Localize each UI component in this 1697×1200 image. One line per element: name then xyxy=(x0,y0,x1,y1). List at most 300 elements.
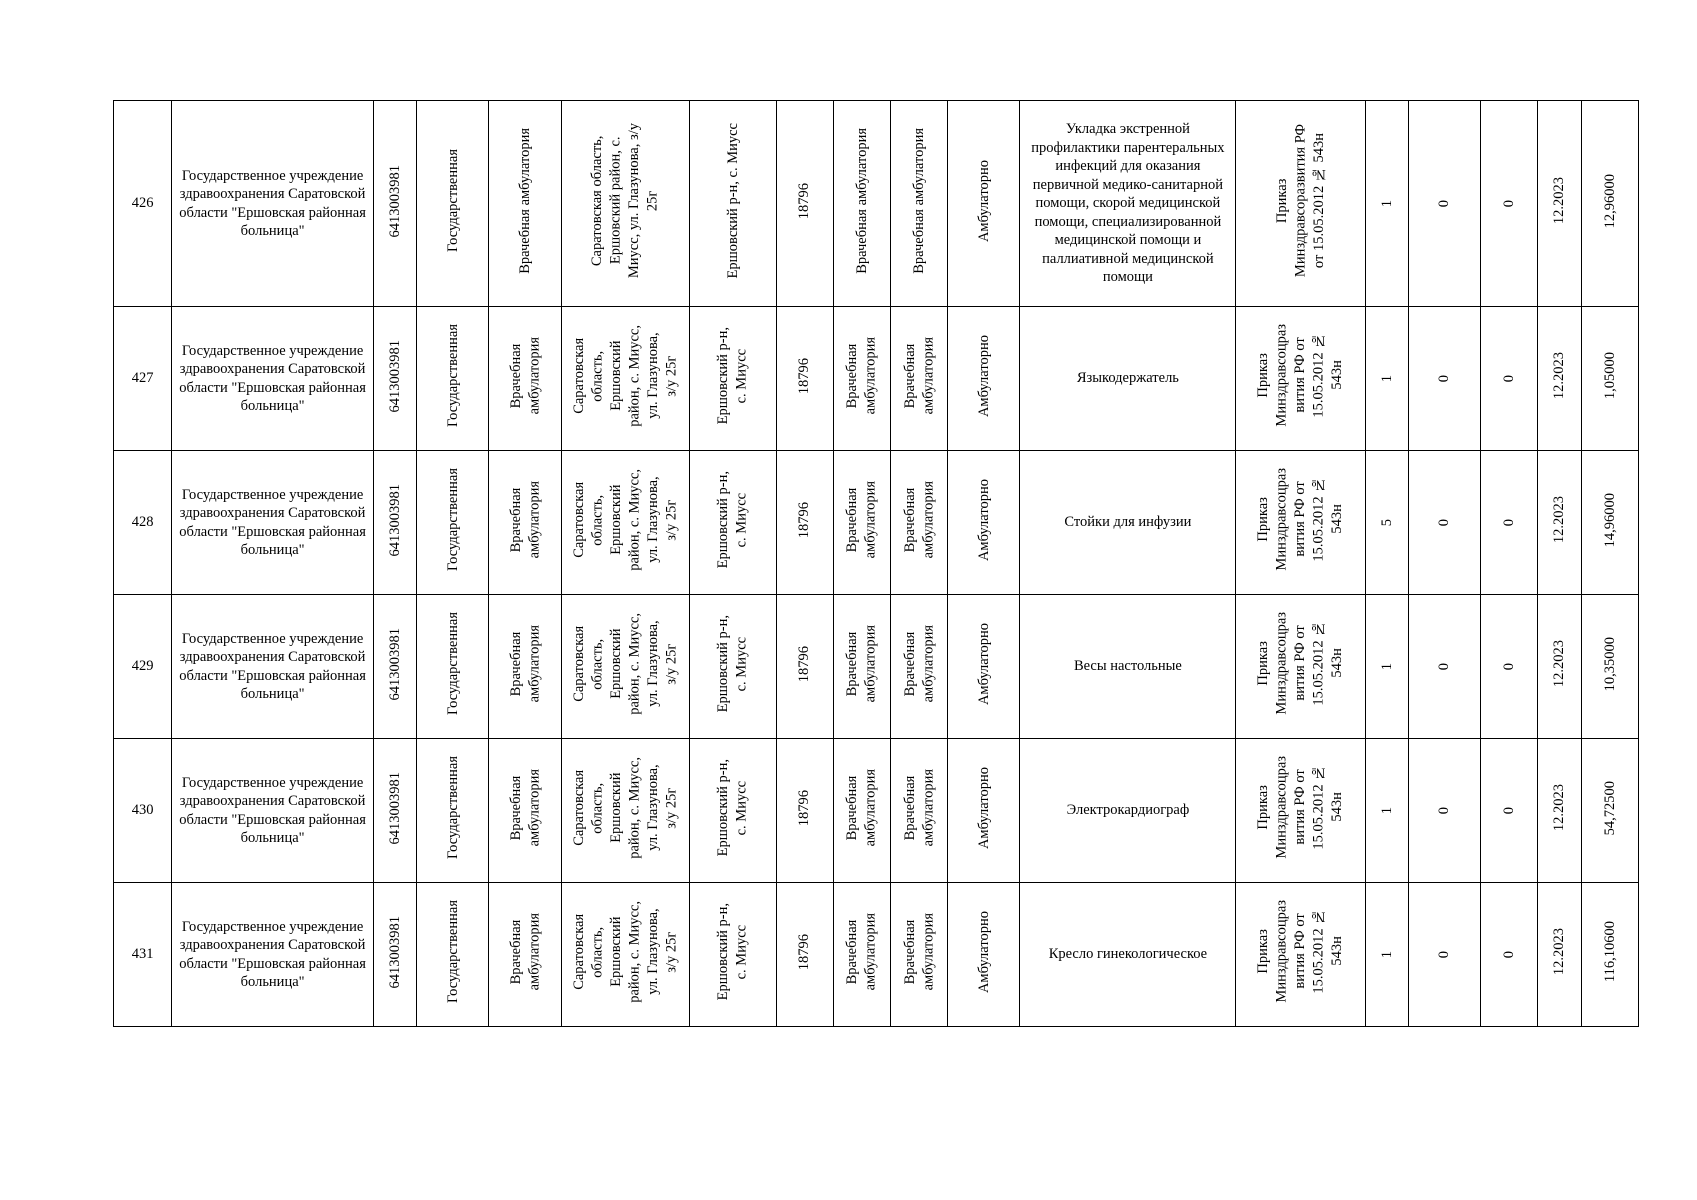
subdivision-name-line: амбулатория xyxy=(526,337,543,415)
equipment-name-cell xyxy=(1020,451,1236,595)
regulation-order-line: 15.05.2012 № xyxy=(1310,477,1327,563)
date-cell xyxy=(1538,101,1581,307)
regulation-order-line: вития РФ от xyxy=(1292,482,1309,558)
regulation-order-cell xyxy=(1236,883,1366,1027)
address-line: область, xyxy=(589,494,606,546)
address-line: Саратовская xyxy=(570,769,587,846)
equipment-name: Стойки для инфузии xyxy=(1064,514,1192,531)
quantity: 5 xyxy=(1378,519,1395,527)
facility-code: 18796 xyxy=(796,182,813,219)
value-column-16-cell xyxy=(1481,739,1538,883)
unit-name xyxy=(843,769,880,846)
subdivision-name-line: амбулатория xyxy=(526,625,543,703)
ownership-type: Государственная xyxy=(444,900,461,1004)
date-cell xyxy=(1538,739,1581,883)
row-number-cell xyxy=(114,307,172,451)
value-column-16: 0 xyxy=(1501,807,1518,815)
facility-code: 18796 xyxy=(796,357,813,394)
quantity-cell xyxy=(1365,451,1408,595)
equipment-name: Электрокардиограф xyxy=(1066,802,1190,819)
inn-code: 6413003981 xyxy=(386,627,403,700)
locality-cell xyxy=(690,101,776,307)
regulation-order-line: Приказ xyxy=(1255,641,1272,686)
unit-name-line: Врачебная xyxy=(844,343,861,409)
value-column-15: 0 xyxy=(1436,375,1453,383)
unit-name-line: Врачебная xyxy=(844,487,861,553)
quantity-cell xyxy=(1365,739,1408,883)
regulation-order-line: 543н xyxy=(1329,505,1346,535)
facility-code-cell xyxy=(776,451,833,595)
locality-line: с. Миусс xyxy=(733,636,750,691)
regulation-order-line: Приказ xyxy=(1255,785,1272,830)
value-column-16-cell xyxy=(1481,451,1538,595)
unit-name xyxy=(843,481,880,558)
locality-line: с. Миусс xyxy=(733,780,750,835)
address-cell xyxy=(561,451,690,595)
table-row xyxy=(114,739,1639,883)
unit-name-secondary-line: амбулатория xyxy=(920,625,937,703)
value-column-16-cell xyxy=(1481,307,1538,451)
care-form-cell xyxy=(948,101,1020,307)
row-number: 430 xyxy=(131,802,154,819)
inn-code: 6413003981 xyxy=(386,915,403,988)
unit-name xyxy=(843,337,880,414)
unit-name-secondary-cell xyxy=(890,739,947,883)
locality-cell xyxy=(690,595,776,739)
equipment-name-cell xyxy=(1020,595,1236,739)
row-number-cell xyxy=(114,739,172,883)
unit-name-line: амбулатория xyxy=(862,481,879,559)
organization-name-cell xyxy=(172,307,374,451)
locality-cell xyxy=(690,739,776,883)
table-body xyxy=(114,101,1639,1027)
address-line: Саратовская xyxy=(570,481,587,558)
equipment-name: Кресло гинекологическое xyxy=(1048,946,1208,963)
regulation-order-line: Минздравсоцраз xyxy=(1273,324,1290,428)
regulation-order-cell xyxy=(1236,101,1366,307)
regulation-order xyxy=(1254,900,1347,1003)
value-column-16-cell xyxy=(1481,595,1538,739)
locality-line: Ершовский р-н, xyxy=(715,759,732,857)
amount-cell xyxy=(1581,739,1638,883)
facility-code-cell xyxy=(776,595,833,739)
date: 12.2023 xyxy=(1551,496,1568,544)
regulation-order-line: 543н xyxy=(1329,649,1346,679)
regulation-order-line: 15.05.2012 № xyxy=(1310,909,1327,995)
address-line: район, с. Миусс, xyxy=(626,468,643,571)
address-cell xyxy=(561,595,690,739)
organization-name-cell xyxy=(172,739,374,883)
table-row xyxy=(114,307,1639,451)
quantity-cell xyxy=(1365,883,1408,1027)
address-line: район, с. Миусс, xyxy=(626,900,643,1003)
unit-name-cell xyxy=(833,739,890,883)
equipment-name: Языкодержатель xyxy=(1076,370,1179,387)
subdivision-name-cell xyxy=(489,595,561,739)
value-column-15: 0 xyxy=(1436,663,1453,671)
value-column-16: 0 xyxy=(1501,951,1518,959)
locality xyxy=(714,471,751,568)
address-line: Ершовский xyxy=(607,340,624,411)
ownership-type: Государственная xyxy=(444,149,461,253)
locality-line: Ершовский р-н, xyxy=(715,903,732,1001)
date-cell xyxy=(1538,883,1581,1027)
unit-name-line: амбулатория xyxy=(862,769,879,847)
locality-line: Ершовский р-н, с. Миусс xyxy=(724,123,741,279)
inn-code-cell xyxy=(374,883,417,1027)
row-number: 429 xyxy=(131,658,154,675)
ownership-type-cell xyxy=(417,307,489,451)
row-number: 426 xyxy=(131,195,154,212)
subdivision-name-cell xyxy=(489,883,561,1027)
value-column-15-cell xyxy=(1408,307,1480,451)
unit-name-secondary-line: Врачебная xyxy=(901,919,918,985)
regulation-order-cell xyxy=(1236,451,1366,595)
unit-name-line: Врачебная xyxy=(844,631,861,697)
unit-name-secondary xyxy=(901,913,938,990)
locality-line: Ершовский р-н, xyxy=(715,471,732,569)
locality-cell xyxy=(690,451,776,595)
care-form: Амбулаторно xyxy=(975,766,992,849)
care-form: Амбулаторно xyxy=(975,478,992,561)
table-row xyxy=(114,595,1639,739)
equipment-name-cell xyxy=(1020,739,1236,883)
regulation-order-line: Минздравсоразвития РФ xyxy=(1292,124,1309,278)
locality-line: с. Миусс xyxy=(733,924,750,979)
facility-code: 18796 xyxy=(796,501,813,538)
unit-name-secondary-cell xyxy=(890,101,947,307)
value-column-15-cell xyxy=(1408,451,1480,595)
subdivision-name xyxy=(516,128,535,274)
address-cell xyxy=(561,739,690,883)
regulation-order-line: 543н xyxy=(1329,937,1346,967)
quantity-cell xyxy=(1365,595,1408,739)
equipment-name: Весы настольные xyxy=(1073,658,1182,675)
address-line: ул. Глазунова, xyxy=(644,332,661,419)
ownership-type: Государственная xyxy=(444,612,461,716)
inn-code-cell xyxy=(374,101,417,307)
unit-name-secondary-line: амбулатория xyxy=(920,913,937,991)
subdivision-name-line: Врачебная xyxy=(507,775,524,841)
subdivision-name-line: амбулатория xyxy=(526,481,543,559)
value-column-16: 0 xyxy=(1501,375,1518,383)
date-cell xyxy=(1538,307,1581,451)
regulation-order-line: Минздравсоцраз xyxy=(1273,756,1290,860)
regulation-order-line: 543н xyxy=(1329,793,1346,823)
regulation-order-line: вития РФ от xyxy=(1292,338,1309,414)
value-column-16: 0 xyxy=(1501,200,1518,208)
inn-code: 6413003981 xyxy=(386,483,403,556)
row-number: 427 xyxy=(131,370,154,387)
amount-cell xyxy=(1581,307,1638,451)
unit-name-cell xyxy=(833,595,890,739)
ownership-type-cell xyxy=(417,883,489,1027)
address-line: ул. Глазунова, xyxy=(644,620,661,707)
address-line: район, с. Миусс, xyxy=(626,612,643,715)
table-row xyxy=(114,883,1639,1027)
value-column-16: 0 xyxy=(1501,663,1518,671)
address-line: район, с. Миусс, xyxy=(626,756,643,859)
locality xyxy=(714,327,751,424)
address-line: Саратовская xyxy=(570,625,587,702)
subdivision-name-line: амбулатория xyxy=(526,769,543,847)
inn-code-cell xyxy=(374,451,417,595)
unit-name-secondary xyxy=(901,337,938,414)
equipment-table xyxy=(113,100,1639,1027)
subdivision-name-line: Врачебная xyxy=(507,487,524,553)
table-row xyxy=(114,101,1639,307)
address xyxy=(570,901,681,1003)
value-column-16-cell xyxy=(1481,101,1538,307)
ownership-type-cell xyxy=(417,101,489,307)
address-line: область, xyxy=(589,782,606,834)
value-column-15-cell xyxy=(1408,595,1480,739)
care-form: Амбулаторно xyxy=(975,910,992,993)
subdivision-name-cell xyxy=(489,451,561,595)
date: 12.2023 xyxy=(1551,640,1568,688)
address-line: з/у 25г xyxy=(663,931,680,973)
address-line: з/у 25г xyxy=(663,499,680,541)
unit-name-line: Врачебная xyxy=(844,775,861,841)
unit-name-secondary-line: Врачебная xyxy=(901,631,918,697)
amount: 10,35000 xyxy=(1601,636,1618,691)
regulation-order-line: Приказ xyxy=(1273,178,1290,223)
organization-name-cell xyxy=(172,595,374,739)
address-line: Саратовская область, xyxy=(589,135,606,267)
organization-name: Государственное учреждение здравоохранения Саратовской области "Ершовская районная больница" xyxy=(179,774,366,846)
care-form-cell xyxy=(948,307,1020,451)
value-column-15: 0 xyxy=(1436,200,1453,208)
unit-name xyxy=(843,913,880,990)
equipment-name-cell xyxy=(1020,307,1236,451)
inn-code-cell xyxy=(374,307,417,451)
ownership-type-cell xyxy=(417,739,489,883)
date: 12.2023 xyxy=(1551,177,1568,225)
quantity: 1 xyxy=(1378,663,1395,671)
value-column-15: 0 xyxy=(1436,951,1453,959)
unit-name xyxy=(853,128,872,274)
value-column-15-cell xyxy=(1408,883,1480,1027)
unit-name-line: амбулатория xyxy=(862,337,879,415)
subdivision-name xyxy=(507,337,544,414)
regulation-order-line: вития РФ от xyxy=(1292,914,1309,990)
subdivision-name xyxy=(507,913,544,990)
address xyxy=(570,325,681,427)
organization-name-cell xyxy=(172,101,374,307)
regulation-order xyxy=(1254,324,1347,427)
date-cell xyxy=(1538,451,1581,595)
quantity: 1 xyxy=(1378,807,1395,815)
unit-name-secondary-line: Врачебная амбулатория xyxy=(910,127,927,274)
equipment-name-cell xyxy=(1020,883,1236,1027)
unit-name-cell xyxy=(833,307,890,451)
address xyxy=(570,469,681,571)
locality xyxy=(724,123,743,278)
care-form: Амбулаторно xyxy=(975,334,992,417)
value-column-16: 0 xyxy=(1501,519,1518,527)
address xyxy=(570,613,681,715)
quantity: 1 xyxy=(1378,375,1395,383)
address-line: область, xyxy=(589,638,606,690)
organization-name: Государственное учреждение здравоохранения Саратовской области "Ершовская районная больница" xyxy=(179,486,366,558)
address-line: Ершовский район, с. xyxy=(607,136,624,265)
address-cell xyxy=(561,307,690,451)
amount: 1,05000 xyxy=(1601,352,1618,400)
regulation-order-cell xyxy=(1236,595,1366,739)
value-column-15: 0 xyxy=(1436,807,1453,815)
facility-code-cell xyxy=(776,307,833,451)
subdivision-name-line: амбулатория xyxy=(526,913,543,991)
unit-name-secondary-line: Врачебная xyxy=(901,343,918,409)
unit-name-secondary-line: амбулатория xyxy=(920,337,937,415)
value-column-15: 0 xyxy=(1436,519,1453,527)
locality-line: с. Миусс xyxy=(733,348,750,403)
care-form-cell xyxy=(948,451,1020,595)
regulation-order-line: Приказ xyxy=(1255,497,1272,542)
ownership-type-cell xyxy=(417,451,489,595)
unit-name-secondary xyxy=(901,481,938,558)
care-form-cell xyxy=(948,739,1020,883)
quantity-cell xyxy=(1365,307,1408,451)
equipment-name-cell xyxy=(1020,101,1236,307)
locality-cell xyxy=(690,307,776,451)
facility-code-cell xyxy=(776,883,833,1027)
inn-code: 6413003981 xyxy=(386,164,403,237)
row-number-cell xyxy=(114,883,172,1027)
ownership-type: Государственная xyxy=(444,468,461,572)
address-line: з/у 25г xyxy=(663,787,680,829)
regulation-order-line: 15.05.2012 № xyxy=(1310,621,1327,707)
regulation-order xyxy=(1254,468,1347,571)
unit-name-secondary-cell xyxy=(890,595,947,739)
unit-name-secondary xyxy=(901,625,938,702)
address-cell xyxy=(561,883,690,1027)
table-row xyxy=(114,451,1639,595)
organization-name: Государственное учреждение здравоохранения Саратовской области "Ершовская районная больница" xyxy=(179,167,366,239)
regulation-order-line: Минздравсоцраз xyxy=(1273,900,1290,1004)
unit-name-cell xyxy=(833,883,890,1027)
quantity: 1 xyxy=(1378,200,1395,208)
value-column-15-cell xyxy=(1408,739,1480,883)
row-number-cell xyxy=(114,595,172,739)
inn-code: 6413003981 xyxy=(386,771,403,844)
ownership-type-cell xyxy=(417,595,489,739)
amount: 12,96000 xyxy=(1601,173,1618,228)
ownership-type: Государственная xyxy=(444,324,461,428)
unit-name xyxy=(843,625,880,702)
regulation-order-line: 15.05.2012 № xyxy=(1310,333,1327,419)
facility-code: 18796 xyxy=(796,933,813,970)
organization-name: Государственное учреждение здравоохранения Саратовской области "Ершовская районная больница" xyxy=(179,918,366,990)
unit-name-secondary xyxy=(910,128,929,274)
organization-name-cell xyxy=(172,451,374,595)
facility-code-cell xyxy=(776,101,833,307)
unit-name-secondary xyxy=(901,769,938,846)
date-cell xyxy=(1538,595,1581,739)
locality xyxy=(714,615,751,712)
organization-name: Государственное учреждение здравоохранения Саратовской области "Ершовская районная больница" xyxy=(179,342,366,414)
address-line: область, xyxy=(589,926,606,978)
address-line: Ершовский xyxy=(607,484,624,555)
amount-cell xyxy=(1581,451,1638,595)
facility-code-cell xyxy=(776,739,833,883)
care-form: Амбулаторно xyxy=(975,622,992,705)
address-cell xyxy=(561,101,690,307)
inn-code-cell xyxy=(374,739,417,883)
address-line: ул. Глазунова, xyxy=(644,476,661,563)
regulation-order-line: вития РФ от xyxy=(1292,626,1309,702)
regulation-order-line: от 15.05.2012 № 543н xyxy=(1310,133,1327,269)
address-line: Ершовский xyxy=(607,628,624,699)
regulation-order xyxy=(1254,756,1347,859)
address-line: ул. Глазунова, xyxy=(644,908,661,995)
value-column-15-cell xyxy=(1408,101,1480,307)
locality-line: Ершовский р-н, xyxy=(715,615,732,713)
regulation-order-cell xyxy=(1236,739,1366,883)
date: 12.2023 xyxy=(1551,928,1568,976)
quantity-cell xyxy=(1365,101,1408,307)
amount-cell xyxy=(1581,595,1638,739)
unit-name-secondary-cell xyxy=(890,451,947,595)
regulation-order-line: 15.05.2012 № xyxy=(1310,765,1327,851)
amount-cell xyxy=(1581,883,1638,1027)
facility-code: 18796 xyxy=(796,645,813,682)
unit-name-secondary-cell xyxy=(890,883,947,1027)
date: 12.2023 xyxy=(1551,784,1568,832)
locality-line: Ершовский р-н, xyxy=(715,327,732,425)
address-line: з/у 25г xyxy=(663,355,680,397)
address-line: 25г xyxy=(644,190,661,211)
address xyxy=(588,123,662,278)
locality-line: с. Миусс xyxy=(733,492,750,547)
organization-name-cell xyxy=(172,883,374,1027)
address-line: район, с. Миусс, xyxy=(626,324,643,427)
address-line: Ершовский xyxy=(607,772,624,843)
address-line: Саратовская xyxy=(570,913,587,990)
regulation-order-line: Приказ xyxy=(1255,929,1272,974)
care-form: Амбулаторно xyxy=(975,159,992,242)
regulation-order-line: Приказ xyxy=(1255,353,1272,398)
subdivision-name xyxy=(507,481,544,558)
inn-code-cell xyxy=(374,595,417,739)
regulation-order-line: 543н xyxy=(1329,361,1346,391)
regulation-order-cell xyxy=(1236,307,1366,451)
unit-name-line: Врачебная амбулатория xyxy=(853,127,870,274)
unit-name-line: амбулатория xyxy=(862,625,879,703)
organization-name: Государственное учреждение здравоохранения Саратовской области "Ершовская районная больница" xyxy=(179,630,366,702)
row-number-cell xyxy=(114,451,172,595)
amount-cell xyxy=(1581,101,1638,307)
regulation-order-line: вития РФ от xyxy=(1292,770,1309,846)
unit-name-secondary-cell xyxy=(890,307,947,451)
amount: 14,96000 xyxy=(1601,492,1618,547)
locality xyxy=(714,903,751,1000)
care-form-cell xyxy=(948,883,1020,1027)
facility-code: 18796 xyxy=(796,789,813,826)
amount: 54,72500 xyxy=(1601,780,1618,835)
locality xyxy=(714,759,751,856)
subdivision-name-line: Врачебная амбулатория xyxy=(516,127,533,274)
subdivision-name-line: Врачебная xyxy=(507,343,524,409)
address-line: Ершовский xyxy=(607,916,624,987)
subdivision-name-cell xyxy=(489,739,561,883)
quantity: 1 xyxy=(1378,951,1395,959)
unit-name-line: Врачебная xyxy=(844,919,861,985)
unit-name-secondary-line: Врачебная xyxy=(901,775,918,841)
subdivision-name xyxy=(507,625,544,702)
address-line: Саратовская xyxy=(570,337,587,414)
address-line: з/у 25г xyxy=(663,643,680,685)
